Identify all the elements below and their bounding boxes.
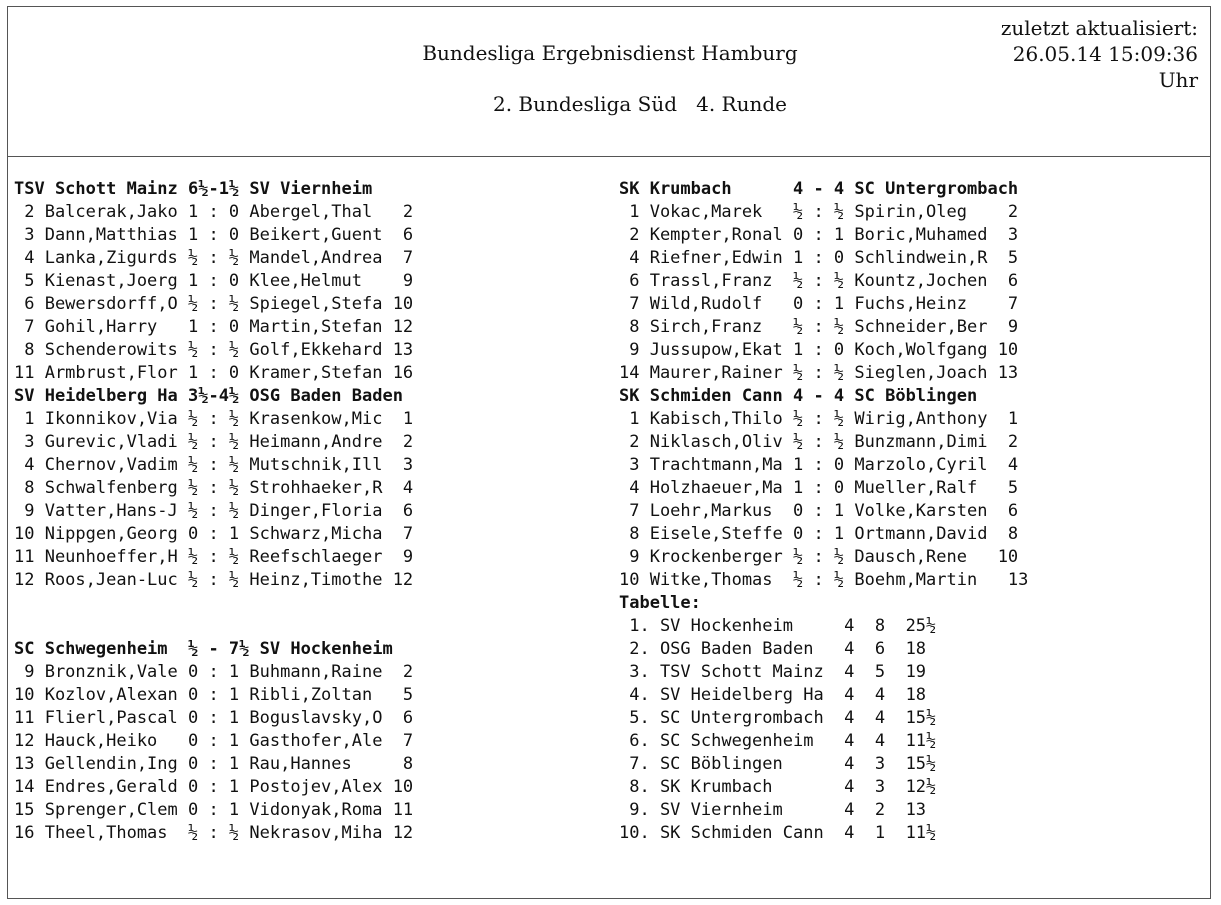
right-results-column xyxy=(619,178,1028,845)
last-updated-label: zuletzt aktualisiert: xyxy=(1000,16,1198,40)
last-updated-unit: Uhr xyxy=(1158,68,1198,92)
section-heading: Tabelle: xyxy=(619,593,701,613)
result-row: 6 Trassl,Franz ½ : ½ Kountz,Jochen 6 xyxy=(619,271,1019,291)
result-row: 9 Vatter,Hans-J ½ : ½ Dinger,Floria 6 xyxy=(14,501,414,521)
result-row: 3 Gurevic,Vladi ½ : ½ Heimann,Andre 2 xyxy=(14,432,414,452)
result-row: 15 Sprenger,Clem 0 : 1 Vidonyak,Roma 11 xyxy=(14,800,414,820)
header-box xyxy=(7,6,1211,157)
section-heading: SC Schwegenheim ½ - 7½ SV Hockenheim xyxy=(14,639,393,659)
section-heading: SK Krumbach 4 - 4 SC Untergrombach xyxy=(619,179,1019,199)
result-row: 8 Schwalfenberg ½ : ½ Strohhaeker,R 4 xyxy=(14,478,414,498)
result-row: 2. OSG Baden Baden 4 6 18 xyxy=(619,639,927,659)
result-row: 9 Jussupow,Ekat 1 : 0 Koch,Wolfgang 10 xyxy=(619,340,1019,360)
result-row: 12 Roos,Jean-Luc ½ : ½ Heinz,Timothe 12 xyxy=(14,570,414,590)
result-row: 9 Krockenberger ½ : ½ Dausch,Rene 10 xyxy=(619,547,1019,567)
result-row: 9. SV Viernheim 4 2 13 xyxy=(619,800,927,820)
result-row: 9 Bronznik,Vale 0 : 1 Buhmann,Raine 2 xyxy=(14,662,414,682)
result-row xyxy=(14,592,413,615)
result-row: 10 Kozlov,Alexan 0 : 1 Ribli,Zoltan 5 xyxy=(14,685,414,705)
result-row: 7 Wild,Rudolf 0 : 1 Fuchs,Heinz 7 xyxy=(619,294,1019,314)
result-row: 10 Nippgen,Georg 0 : 1 Schwarz,Micha 7 xyxy=(14,524,414,544)
result-row: 14 Maurer,Rainer ½ : ½ Sieglen,Joach 13 xyxy=(619,363,1019,383)
result-row: 3. TSV Schott Mainz 4 5 19 xyxy=(619,662,927,682)
left-results-column xyxy=(14,178,413,845)
result-row: 1 Ikonnikov,Via ½ : ½ Krasenkow,Mic 1 xyxy=(14,409,414,429)
result-row: 1 Kabisch,Thilo ½ : ½ Wirig,Anthony 1 xyxy=(619,409,1019,429)
result-row: 16 Theel,Thomas ½ : ½ Nekrasov,Miha 12 xyxy=(14,823,414,843)
result-row: 13 Gellendin,Ing 0 : 1 Rau,Hannes 8 xyxy=(14,754,414,774)
result-row: 12 Hauck,Heiko 0 : 1 Gasthofer,Ale 7 xyxy=(14,731,414,751)
result-row: 4 Riefner,Edwin 1 : 0 Schlindwein,R 5 xyxy=(619,248,1019,268)
result-row: 10 Witke,Thomas ½ : ½ Boehm,Martin 13 xyxy=(619,570,1029,590)
last-updated-datetime: 26.05.14 15:09:36 xyxy=(1012,42,1198,66)
section-heading: SV Heidelberg Ha 3½-4½ OSG Baden Baden xyxy=(14,386,403,406)
section-heading: SK Schmiden Cann 4 - 4 SC Böblingen xyxy=(619,386,978,406)
section-heading: TSV Schott Mainz 6½-1½ SV Viernheim xyxy=(14,179,373,199)
result-row: 3 Trachtmann,Ma 1 : 0 Marzolo,Cyril 4 xyxy=(619,455,1019,475)
result-row: 4 Lanka,Zigurds ½ : ½ Mandel,Andrea 7 xyxy=(14,248,414,268)
result-row: 3 Dann,Matthias 1 : 0 Beikert,Guent 6 xyxy=(14,225,414,245)
result-row: 4. SV Heidelberg Ha 4 4 18 xyxy=(619,685,927,705)
last-updated xyxy=(1001,15,1198,93)
result-row: 5 Kienast,Joerg 1 : 0 Klee,Helmut 9 xyxy=(14,271,414,291)
result-row: 11 Flierl,Pascal 0 : 1 Boguslavsky,O 6 xyxy=(14,708,414,728)
result-row: 7 Gohil,Harry 1 : 0 Martin,Stefan 12 xyxy=(14,317,414,337)
result-row xyxy=(14,615,413,638)
result-row: 8. SK Krumbach 4 3 12½ xyxy=(619,777,937,797)
result-row: 6. SC Schwegenheim 4 4 11½ xyxy=(619,731,937,751)
result-row: 5. SC Untergrombach 4 4 15½ xyxy=(619,708,937,728)
result-row: 11 Neunhoeffer,H ½ : ½ Reefschlaeger 9 xyxy=(14,547,414,567)
page-title: Bundesliga Ergebnisdienst Hamburg xyxy=(422,41,798,65)
result-row: 8 Sirch,Franz ½ : ½ Schneider,Ber 9 xyxy=(619,317,1019,337)
result-row: 11 Armbrust,Flor 1 : 0 Kramer,Stefan 16 xyxy=(14,363,414,383)
result-row: 4 Holzhaeuer,Ma 1 : 0 Mueller,Ralf 5 xyxy=(619,478,1019,498)
result-row: 2 Niklasch,Oliv ½ : ½ Bunzmann,Dimi 2 xyxy=(619,432,1019,452)
result-row: 14 Endres,Gerald 0 : 1 Postojev,Alex 10 xyxy=(14,777,414,797)
result-row: 7 Loehr,Markus 0 : 1 Volke,Karsten 6 xyxy=(619,501,1019,521)
result-row: 2 Balcerak,Jako 1 : 0 Abergel,Thal 2 xyxy=(14,202,414,222)
result-row: 7. SC Böblingen 4 3 15½ xyxy=(619,754,937,774)
result-row: 4 Chernov,Vadim ½ : ½ Mutschnik,Ill 3 xyxy=(14,455,414,475)
result-row: 10. SK Schmiden Cann 4 1 11½ xyxy=(619,823,937,843)
round-subtitle: 2. Bundesliga Süd 4. Runde xyxy=(492,92,788,116)
result-row: 1. SV Hockenheim 4 8 25½ xyxy=(619,616,937,636)
result-row: 6 Bewersdorff,O ½ : ½ Spiegel,Stefa 10 xyxy=(14,294,414,314)
result-row: 2 Kempter,Ronal 0 : 1 Boric,Muhamed 3 xyxy=(619,225,1019,245)
result-row: 1 Vokac,Marek ½ : ½ Spirin,Oleg 2 xyxy=(619,202,1019,222)
result-row: 8 Eisele,Steffe 0 : 1 Ortmann,David 8 xyxy=(619,524,1019,544)
result-row: 8 Schenderowits ½ : ½ Golf,Ekkehard 13 xyxy=(14,340,414,360)
